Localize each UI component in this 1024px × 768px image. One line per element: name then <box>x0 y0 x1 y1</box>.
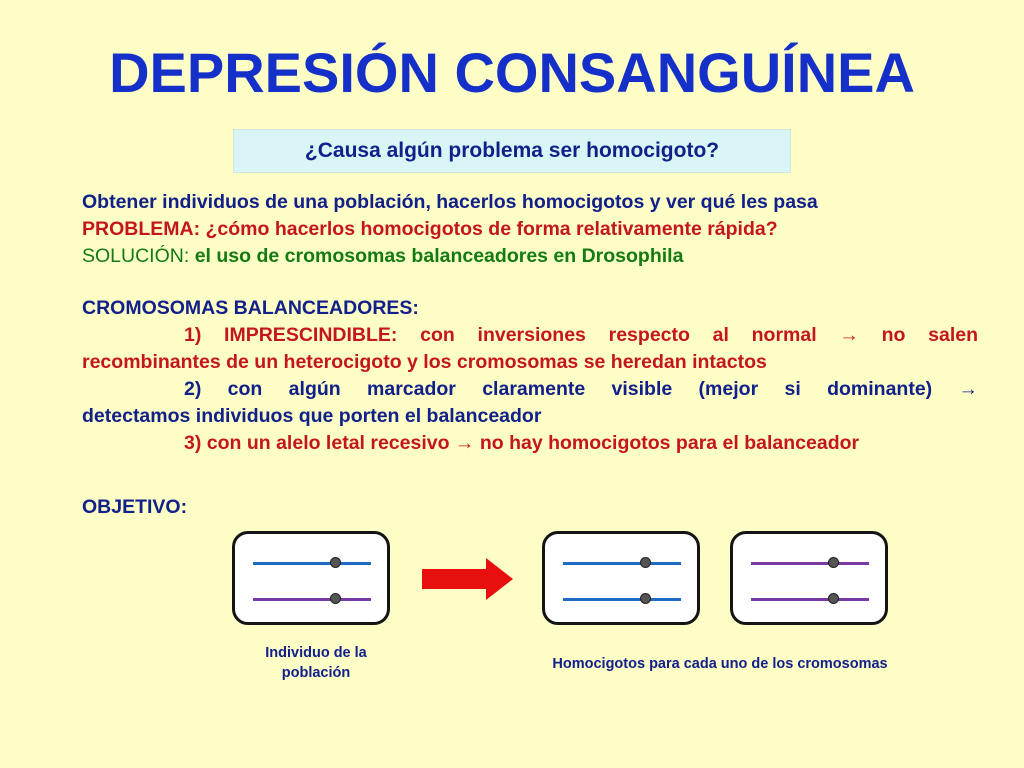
centromere <box>330 557 341 568</box>
centromere <box>828 593 839 604</box>
solution-label: SOLUCIÓN: <box>82 245 190 267</box>
subtitle-box <box>234 130 790 172</box>
individual-box <box>232 531 390 625</box>
right-arrow-icon <box>422 556 514 602</box>
homozygous-purple-box <box>730 531 888 625</box>
chromosome-blue <box>563 598 681 601</box>
homozygous-blue-box <box>542 531 700 625</box>
chromosome-blue <box>563 562 681 565</box>
chromosome-purple <box>751 598 869 601</box>
point2-line2: detectamos individuos que porten el balanceador <box>82 405 542 427</box>
slide-title: DEPRESIÓN CONSANGUÍNEA <box>109 41 915 104</box>
caption-individual: Individuo de la población <box>265 645 367 681</box>
chromosome-purple <box>751 562 869 565</box>
point1-text: con inversiones respecto al normal → no salen <box>397 324 978 346</box>
centromere <box>828 557 839 568</box>
chromosome-blue <box>253 562 371 565</box>
point2-line1: 2) con algún marcador claramente visible (mejor si dominante) → <box>184 378 978 400</box>
problem-text: ¿cómo hacerlos homocigotos de forma relativamente rápida? <box>200 218 778 240</box>
point1-label: 1) IMPRESCINDIBLE: <box>184 324 398 346</box>
caption-homozygotes: Homocigotos para cada uno de los cromosomas <box>552 656 888 672</box>
problem-label: PROBLEMA: <box>82 218 201 240</box>
point1-line2: recombinantes de un heterocigoto y los cromosomas se heredan intactos <box>82 351 767 373</box>
chromosome-purple <box>253 598 371 601</box>
intro-text: Obtener individuos de una población, hacerlos homocigotos y ver qué les pasa <box>82 191 818 213</box>
point3-line: 3) con un alelo letal recesivo → no hay homocigotos para el balanceador <box>184 432 860 454</box>
problem-line <box>82 216 978 243</box>
point1-line1 <box>82 322 978 349</box>
subtitle: ¿Causa algún problema ser homocigoto? <box>304 139 720 162</box>
centromere <box>640 593 651 604</box>
objective-label: OBJETIVO: <box>82 496 188 518</box>
balancers-heading: CROMOSOMAS BALANCEADORES: <box>82 297 419 319</box>
solution-line <box>82 243 978 270</box>
centromere <box>330 593 341 604</box>
centromere <box>640 557 651 568</box>
solution-text: el uso de cromosomas balanceadores en Drosophila <box>189 245 684 267</box>
